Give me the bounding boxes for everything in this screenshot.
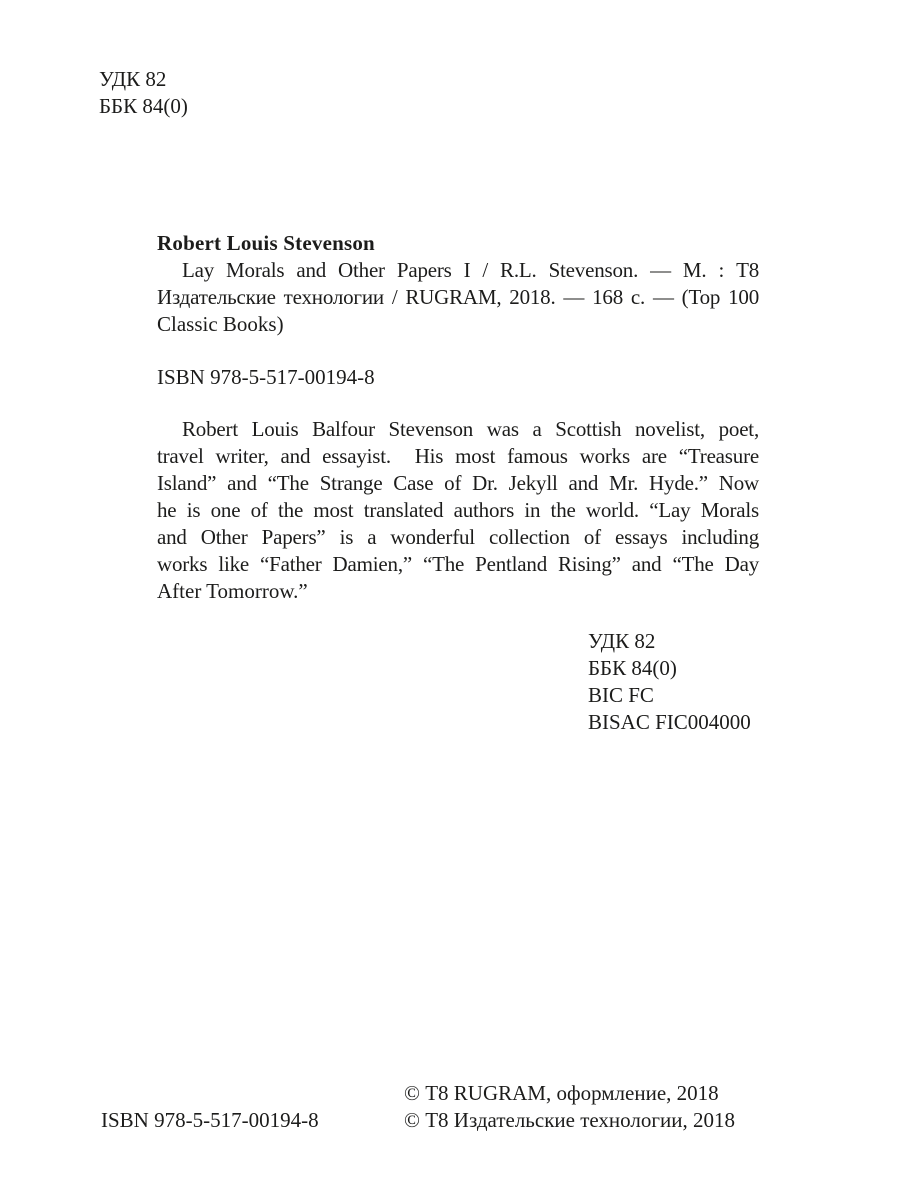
copyright-block <box>404 1080 735 1134</box>
annotation-line: After Tomorrow.” <box>157 579 308 603</box>
annotation-line: Robert Louis Balfour Stevenson was a Scottish novelist, poet, <box>182 417 759 441</box>
author-name: Robert Louis Stevenson <box>157 231 375 255</box>
top-codes-block <box>99 66 188 120</box>
udk-code: УДК 82 <box>588 629 656 653</box>
annotation-line: works like “Father Damien,” “The Pentland Rising” and “The Day <box>157 552 759 576</box>
bibliographic-block <box>157 230 759 338</box>
annotation-line: travel writer, and essayist. His most famous works are “Treasure <box>157 444 759 468</box>
udk-code: УДК 82 <box>99 67 167 91</box>
bib-line: Classic Books) <box>157 312 284 336</box>
annotation-paragraph <box>157 416 759 605</box>
copyright-line: © Т8 RUGRAM, оформление, 2018 <box>404 1081 719 1105</box>
bib-line: Lay Morals and Other Papers I / R.L. Stevenson. — М. : Т8 <box>182 258 759 282</box>
bic-code: BIC FC <box>588 683 654 707</box>
annotation-line: Island” and “The Strange Case of Dr. Jekyll and Mr. Hyde.” Now <box>157 471 759 495</box>
copyright-line: © Т8 Издательские технологии, 2018 <box>404 1108 735 1132</box>
footer-isbn: ISBN 978-5-517-00194-8 <box>101 1108 319 1132</box>
bbk-code: ББК 84(0) <box>99 94 188 118</box>
isbn-line: ISBN 978-5-517-00194-8 <box>157 365 375 389</box>
bbk-code: ББК 84(0) <box>588 656 677 680</box>
annotation-line: he is one of the most translated authors in the world. “Lay Morals <box>157 498 759 522</box>
bib-line: Издательские технологии / RUGRAM, 2018. — 168 с. — (Top 100 <box>157 285 759 309</box>
annotation-line: and Other Papers” is a wonderful collection of essays including <box>157 525 759 549</box>
classification-codes-block <box>588 628 751 736</box>
bisac-code: BISAC FIC004000 <box>588 710 751 734</box>
